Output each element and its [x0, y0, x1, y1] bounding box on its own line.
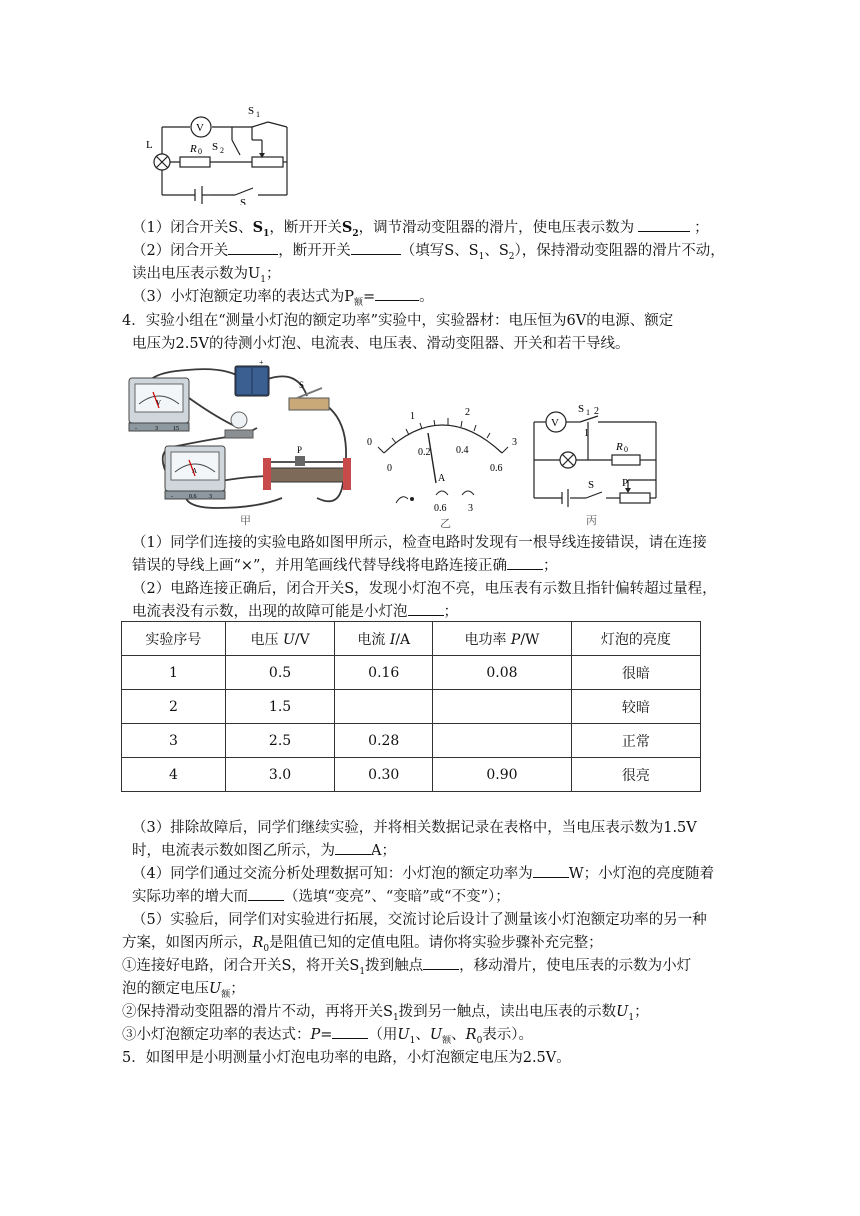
rheostat: [252, 157, 283, 167]
q4-p1a: （1）同学们连接的实验电路如图甲所示，检查电路时发现有一根导线连接错误，请在连接: [132, 535, 707, 551]
svg-text:S: S: [299, 380, 305, 390]
svg-text:0: 0: [198, 147, 202, 156]
dial-outer-1: 1: [410, 411, 415, 422]
rheostat-device: [263, 445, 351, 490]
answer-blank[interactable]: [248, 886, 284, 901]
answer-blank[interactable]: [507, 555, 543, 570]
q4-intro-line2: 电压为2.5V的待测小灯泡、电流表、电压表、滑动变阻器、开关和若干导线。: [132, 336, 630, 352]
dial-outer-0: 0: [367, 437, 372, 448]
figure-jia-apparatus: [127, 358, 362, 528]
lamp-device: [225, 412, 253, 438]
terminal-06: 0.6: [434, 503, 447, 514]
table-header-row: [122, 622, 701, 656]
q3-step1: （1）闭合开关S、$S_1$，断开开关$S_2$，调节滑动变阻器的滑片，使电压表示数为 ；: [132, 219, 709, 239]
dial-pointer: [428, 433, 436, 483]
header-voltage: 电压 U/V: [225, 622, 334, 656]
q4-p1b: 错误的导线上画“×”，并用笔画线代替导线将电路连接正确 ；: [132, 555, 557, 577]
fig-label-bing: 丙: [586, 515, 597, 527]
dial-inner-3: 0.6: [490, 463, 503, 474]
answer-blank[interactable]: [638, 217, 690, 232]
q4-p4a: （4）同学们通过交流分析处理数据可知：小灯泡的额定功率为 W；小灯泡的亮度随着: [132, 863, 714, 885]
svg-text:V: V: [156, 399, 162, 407]
figure-bing-circuit: [528, 402, 668, 527]
svg-text:-: -: [171, 494, 173, 500]
q4-step3: ③小灯泡额定功率的表达式：P= （用$U_1$、$U_额$、$R_0$表示）。: [122, 1024, 533, 1052]
svg-text:S: S: [578, 403, 585, 415]
svg-text:0: 0: [624, 445, 628, 454]
dial-inner-1: 0.2: [418, 447, 431, 458]
r0-resistor: [180, 157, 210, 167]
q4-p5a: （5）实验后，同学们对实验进行拓展，交流讨论后设计了测量该小灯泡额定功率的另一种: [132, 912, 707, 928]
top-circuit-diagram: [140, 100, 300, 205]
s-label: S: [240, 197, 247, 205]
bing-rheostat: [620, 493, 650, 503]
svg-text:15: 15: [173, 426, 179, 432]
answer-blank[interactable]: [228, 240, 278, 255]
header-index: 实验序号: [122, 622, 226, 656]
q4-p4b: 实际功率的增大而 （选填“变亮”、“变暗”或“不变”）；: [132, 886, 510, 908]
fig-label-yi: 乙: [440, 518, 451, 530]
svg-text:3: 3: [209, 494, 212, 500]
svg-text:1: 1: [584, 428, 589, 439]
svg-text:2: 2: [594, 406, 599, 417]
answer-blank[interactable]: [375, 286, 419, 301]
answer-blank[interactable]: [423, 955, 459, 970]
svg-text:+: +: [259, 358, 264, 367]
dial-inner-2: 0.4: [456, 445, 469, 456]
svg-text:-: -: [135, 426, 137, 432]
battery-device: [235, 358, 269, 396]
svg-text:A: A: [192, 467, 198, 475]
dial-outer-2: 2: [465, 407, 470, 418]
answer-blank[interactable]: [533, 863, 569, 878]
table-row: 4 3.0 0.30 0.90 很亮: [122, 758, 701, 792]
svg-text:P: P: [622, 477, 629, 489]
answer-blank[interactable]: [335, 840, 371, 855]
figure-yi-ammeter-dial: [362, 405, 527, 530]
svg-text:P: P: [297, 445, 303, 455]
svg-text:1: 1: [586, 408, 590, 417]
terminal-3: 3: [468, 503, 473, 514]
q5-text: 5．如图甲是小明测量小灯泡电功率的电路，小灯泡额定电压为2.5V。: [122, 1050, 571, 1066]
header-power: 电功率 P/W: [433, 622, 571, 656]
svg-text:2: 2: [220, 146, 224, 155]
table-row: 3 2.5 0.28 正常: [122, 724, 701, 758]
s1-label: S: [248, 105, 255, 117]
q4-p3b: 时，电流表示数如图乙所示，为 A；: [132, 840, 396, 862]
q4-step1: ①连接好电路，闭合开关S，将开关$S_1$拨到触点 ，移动滑片，使电压表的示数为小灯: [122, 955, 691, 983]
table-row: 2 1.5 较暗: [122, 690, 701, 724]
header-current: 电流 I/A: [335, 622, 433, 656]
q3-step3: （3）小灯泡额定功率的表达式为$P_额=$ 。: [132, 286, 434, 314]
r0-label: R: [190, 143, 197, 155]
s2-label: S: [212, 141, 219, 153]
voltmeter-label: V: [196, 122, 204, 134]
dial-arc: [384, 425, 502, 453]
q4-p3a: （3）排除故障后，同学们继续实验，并将相关数据记录在表格中，当电压表示数为1.5V: [132, 820, 697, 836]
q3-step2: （2）闭合开关 ，断开开关 （填写S、$S_1$、$S_2$），保持滑动变阻器的滑片不动，: [132, 240, 725, 268]
data-table: [121, 621, 701, 792]
table-row: 1 0.5 0.16 0.08 很暗: [122, 656, 701, 690]
dial-outer-3: 3: [512, 437, 517, 448]
answer-blank[interactable]: [332, 1024, 368, 1039]
answer-blank[interactable]: [408, 601, 444, 616]
ammeter-device: [165, 446, 225, 500]
dial-inner-0: 0: [387, 463, 392, 474]
q4-intro-line1: 4．实验小组在“测量小灯泡的额定功率”实验中，实验器材：电压恒为6V的电源、额定: [122, 313, 674, 329]
bing-r0: [612, 455, 640, 465]
fig-label-jia: 甲: [240, 515, 251, 527]
svg-text:1: 1: [256, 110, 260, 119]
svg-text:V: V: [551, 417, 559, 429]
lamp-label: L: [146, 139, 153, 151]
svg-text:S: S: [588, 479, 595, 491]
answer-blank[interactable]: [351, 240, 401, 255]
q4-p2a: （2）电路连接正确后，闭合开关S，发现小灯泡不亮，电压表有示数且指针偏转超过量程，: [132, 581, 717, 597]
q4-step2: ②保持滑动变阻器的滑片不动，再将开关$S_1$拨到另一触点，读出电压表的示数$U_1$；: [122, 1004, 649, 1023]
q4-p5b: 方案，如图丙所示，$R_0$是阻值已知的定值电阻。请你将实验步骤补充完整；: [122, 935, 603, 954]
svg-text:0.6: 0.6: [189, 494, 197, 500]
switch-device: [289, 380, 329, 410]
q3-step2-cont: 读出电压表示数为$U_1$；: [132, 266, 281, 285]
voltmeter-device: [129, 378, 189, 432]
dial-unit: A: [438, 473, 446, 484]
q4-p2b: 电流表没有示数，出现的故障可能是小灯泡 ；: [132, 601, 458, 623]
svg-text:3: 3: [155, 426, 158, 432]
header-brightness: 灯泡的亮度: [571, 622, 700, 656]
svg-text:R: R: [616, 441, 623, 453]
q4-step1-cont: 泡的额定电压$U_额$；: [122, 981, 245, 1000]
